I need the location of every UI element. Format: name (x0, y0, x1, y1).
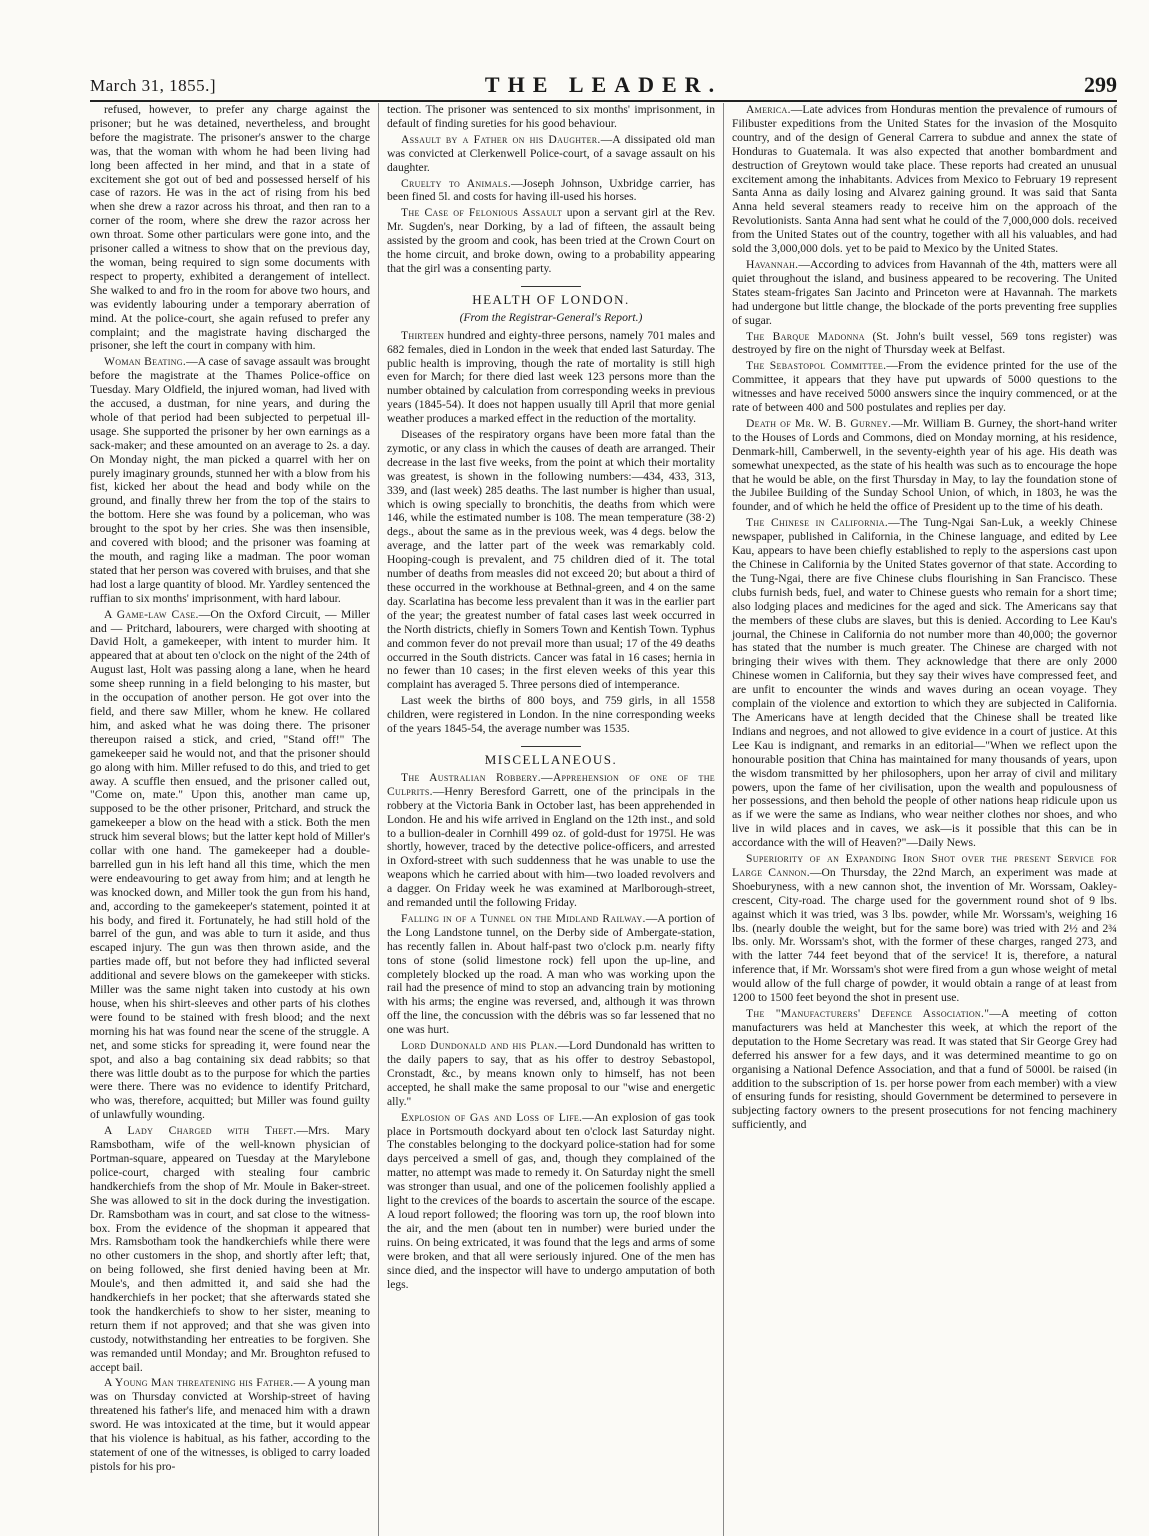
article-paragraph: A Game-law Case.—On the Oxford Circuit, — Miller and — Pritchard, labourers, were charged with shooting at David Holt, a gamekeeper, with intent to murder him. It appeared that at about ten o'clock on the night of the 24th of August last, Holt was passing along a lane, when he heard some sheep running in a field belonging to his master, but in the occupation of another person. He got over into the field, and there saw Miller, whom he knew. He collared him, and asked what he was doing there. The prisoner thereupon raised a stick, and cried, "Stand off!" The gamekeeper said he would not, and that the prisoner should go along with him. Miller refused to do this, and tried to get away. A scuffle then ensued, and the prisoner called out, "Come on, mate." Upon this, another man came up, supposed to be the other prisoner, Pritchard, and struck the gamekeeper a blow on the head with a stick. Both the men struck him several blows; but the latter kept hold of Miller's collar with one hand. The gamekeeper had a double-barrelled gun in his left hand all this time, which the men were endeavouring to get away from him; and at length he was knocked down, and Miller took the gun from his hand, and, according to the gamekeeper's statement, pointed it at his body, and fired it. Fortunately, he had still hold of the barrel of the gun, and was able to turn it aside, and thus escaped injury. The gun was then thrown aside, and the parties made off, but not before they had inflicted several additional and severe blows on the gamekeeper with sticks. Miller was the same night taken into custody at his own house, when his shirt-sleeves and other parts of his clothes were found to be stained with fresh blood; and the next morning his hat was found near the scene of the struggle. A net, and some sticks for spreading it, were found near the spot, and also a bag containing six dead rabbits; so that there was little doubt as to the purpose for which the parties were there. There was no evidence to identify Pritchard, who was, therefore, acquitted; but Miller was found guilty of unlawfully wounding. (90, 607, 370, 1122)
article-paragraph: Death of Mr. W. B. Gurney.—Mr. William B. Gurney, the short-hand writer to the Houses of Lords and Commons, died on Monday morning, at his residence, Denmark-hill, Camberwell, in the seventy-eighth year of his age. His death was somewhat unexpected, as the state of his health was such as to encourage the hope that he would be able, on the first Thursday in May, to lay the foundation stone of the Jubilee Building of the Sunday School Union, of which, in 1803, he was the founder, and of which he held the office of President up to the time of his death. (732, 416, 1117, 514)
article-heading: The "Manufacturers' Defence Association." (746, 1007, 990, 1020)
article-heading: A Young Man threatening his Father. (104, 1376, 294, 1390)
article-heading: Havannah. (746, 257, 799, 271)
article-paragraph: Assault by a Father on his Daughter.—A dissipated old man was convicted at Clerkenwell Police-court, of a savage assault on his daughter. (387, 132, 715, 174)
article-heading: The Sebastopol Committee. (746, 359, 887, 373)
column-2 (378, 103, 723, 1536)
article-paragraph: tection. The prisoner was sentenced to six months' imprisonment, in default of finding sureties for his good behaviour. (387, 103, 715, 130)
article-paragraph: refused, however, to prefer any charge against the prisoner; but he was detained, nevertheless, and brought before the magistrate. The prisoner's answer to the charge was, that the woman with whom he had been living had long been affected in her mind, and that in a state of excitement she got out of bed and possessed herself of his case of razors. He was in the act of rising from his bed when she drew a razor across his throat, and then ran to a corner of the room, where she drew the razor across her own throat. Some other particulars were gone into, and the prisoner called a witness to show that on the previous day, the woman, being required to sign some documents with respect to property, exhibited a derangement of intellect. She walked to and fro in the room for above two hours, and was evidently labouring under a temporary aberration of mind. At the police-court, she again refused to prefer any complaint; and the magistrate having discharged the prisoner, she left the court in company with him. (90, 103, 370, 353)
article-paragraph: Havannah.—According to advices from Havannah of the 4th, matters were all quiet throughout the island, and business appeared to be recovering. The United States steam-frigates San Jacinto and Princeton were at Havannah. The markets had undergone but little change, the blockade of the ports preventing free supplies of sugar. (732, 257, 1117, 327)
article-paragraph: The Case of Felonious Assault upon a servant girl at the Rev. Mr. Sugden's, near Dorking, by a lad of fifteen, the assault being assisted by the groom and cook, has been tried at the Crown Court on the home circuit, and broke down, owing to a probability appearing that the girl was a consenting party. (387, 206, 715, 275)
article-heading: The Chinese in California. (746, 516, 889, 530)
article-heading: Superiority of an Expanding Iron Shot over the present Service for Large Cannon. (732, 852, 1117, 879)
page-number: 299 (1084, 72, 1117, 97)
article-heading: Woman Beating. (104, 355, 187, 369)
article-heading: Explosion of Gas and Loss of Life. (401, 1110, 583, 1124)
article-paragraph: Woman Beating.—A case of savage assault was brought before the magistrate at the Thames Police-office on Tuesday. Mary Oldfield, the injured woman, had lived with the accused, a dustman, for nine years, and during the whole of that period had been subjected to perpetual ill-usage. She supported the prisoner by her own earnings as a sack-maker; and these amounted on an average to 2s. a day. On Monday night, the man picked a quarrel with her on purely imaginary grounds, stunned her with a blow from his fist, kicked her about the head and body while on the ground, and finally threw her from the top of the stairs to the bottom. Here she was found by a policeman, who was brought to the spot by her cries. She was then insensible, and covered with blood; and the prisoner was foaming at the mouth, and raging like a madman. The poor woman stated that her person was covered with bruises, and that she had lost a large quantity of blood. Mr. Yardley sentenced the ruffian to six months' imprisonment, with hard labour. (90, 355, 370, 605)
article-paragraph: A Lady Charged with Theft.—Mrs. Mary Ramsbotham, wife of the well-known physician of Portman-square, appeared on Tuesday at the Marylebone police-court, charged with stealing four cambric handkerchiefs from the shop of Mr. Moule in Baker-street. She was allowed to sit in the dock during the investigation. Dr. Ramsbotham was in court, and sat close to the witness-box. From the evidence of the shopman it appeared that Mrs. Ramsbotham took the handkerchiefs while there were no other customers in the shop, and shortly after left; that, on being followed, she first denied having been at Mr. Moule's, and then admitted it, and said she had the handkerchiefs in her pocket; that she afterwards stated she took the handkerchiefs to show to her sister, meaning to return them if not approved; and that she was given into custody, notwithstanding her entreaties to be forgiven. She was remanded until Monday; and Mr. Broughton refused to accept bail. (90, 1124, 370, 1374)
article-paragraph: The Sebastopol Committee.—From the evidence printed for the use of the Committee, it appears that they have put upwards of 5000 questions to the witnesses and have received 5000 answers since the inquiry commenced, or at the rate of between 400 and 500 postulates and replies per day. (732, 359, 1117, 415)
article-heading: Assault by a Father on his Daughter. (401, 132, 601, 146)
article-paragraph: A Young Man threatening his Father.— A young man was on Thursday convicted at Worship-street of having threatened his father's life, and menaced him with a drawn sword. He was intoxicated at the time, but it would appear that his violence is habitual, as his father, according to the statement of one of the witnesses, is obliged to carry loaded pistols for his pro- (90, 1376, 371, 1473)
newspaper-title: THE LEADER. (484, 72, 723, 97)
masthead (90, 70, 1117, 102)
column-3 (723, 103, 1117, 1536)
section-subheading: (From the Registrar-General's Report.) (459, 310, 643, 324)
divider (521, 286, 581, 287)
section-heading-miscellaneous: MISCELLANEOUS. (387, 746, 715, 767)
article-paragraph: Diseases of the respiratory organs have been more fatal than the zymotic, or any class in which the causes of death are arranged. Their decrease in the last five weeks, from the point at which their mortality was greatest, is shown in the following numbers:—434, 433, 313, 339, and (last week) 285 deaths. The last number is higher than usual, which is owing specially to bronchitis, the deaths from which were 146, while the estimated number is 108. The mean temperature (38·2) degs., about the same as in the previous week, was 4 degs. below the average, and the latter part of the week was remarkably cold. Hooping-cough is prevalent, and 75 children died of it. The total number of deaths from measles did not exceed 20; but about a third of these occurred in the workhouse at Bethnal-green, and 4 on the same day. Scarlatina has become less prevalent than it was in the earlier part of the year; the greatest number of fatal cases last week occurred in the North districts, chiefly in Somers Town and Kentish Town. Typhus and common fever do not prevail more than usual; 17 of the 49 deaths occurred in the South districts. Cancer was fatal in 16 cases; hernia in no fewer than 10 cases; in the first eleven weeks of this year this complaint has averaged 5. Three persons died of intemperance. (387, 428, 715, 692)
article-paragraph: Cruelty to Animals.—Joseph Johnson, Uxbridge carrier, has been fined 5l. and costs for having ill-used his horses. (387, 176, 715, 204)
article-heading: A Game-law Case. (104, 607, 199, 621)
article-paragraph: The "Manufacturers' Defence Association."—A meeting of cotton manufacturers was held at Manchester this week, at which the report of the deputation to the Home Secretary was read. It was stated that Sir George Grey had deferred his answer for a few days, and it was determined meantime to go on organising a National Defence Association, and that a fund of 5000l. be raised (in addition to the subscription of 1s. per horse power from each member) with a view of ensuring funds for resisting, should Government be determined to persevere in subjecting factory owners to the present prosecutions for not fencing machinery sufficiently, and (732, 1007, 1117, 1132)
article-heading: Death of Mr. W. B. Gurney. (746, 416, 892, 430)
article-paragraph: Last week the births of 800 boys, and 759 girls, in all 1558 children, were registered in London. In the nine corresponding weeks of the years 1845-54, the average number was 1535. (387, 694, 715, 736)
text-columns (90, 103, 1117, 1536)
article-paragraph: The Australian Robbery.—Apprehension of one of the Culprits.—Henry Beresford Garrett, one of the principals in the robbery at the Victoria Bank in October last, has been apprehended in London. He and his wife arrived in England on the 12th inst., and sold to a bullion-dealer in Cornhill 499 oz. of gold-dust for 1975l. He was shortly, however, traced by the detective police-officers, and arrested in Oxford-street with such suddenness that he was unable to use the weapons which he carried about with him—two loaded revolvers and a dagger. On Friday week he was examined at Marlborough-street, and remanded until the following Friday. (387, 770, 715, 910)
article-heading: Cruelty to Animals. (401, 176, 512, 190)
article-paragraph: America.—Late advices from Honduras mention the prevalence of rumours of Filibuster expeditions from the United States for the invasion of the Mosquito country, and of the design of General Carrera to subdue and annex the state of Honduras to Guatemala. It was also expected that another bombardment and destruction of Greytown would take place. These reports had created an unusual excitement among the inhabitants. Advices from Mexico to February 19 represent Santa Anna as daily losing and Alvarez gaining ground. It was said that Santa Anna held several steamers ready to receive him on the approach of the Revolutionists. Santa Anna had sent what he could of the 7,000,000 dols. received from the United States out of the country, together with all his valuables, and had sold the 3,000,000 dols. yet to be paid to Mexico by the United States. (732, 103, 1117, 256)
issue-date: March 31, 1855.] (90, 76, 217, 95)
article-heading: Lord Dundonald and his Plan. (401, 1039, 558, 1053)
article-paragraph: Explosion of Gas and Loss of Life.—An explosion of gas took place in Portsmouth dockyard about ten o'clock last Saturday night. The constables belonging to the dockyard police-station had for some days perceived a smell of gas, and, though they complained of the matter, no attempt was made to remedy it. On Saturday night the smell was stronger than usual, and one of the policemen foolishly applied a light to the crevices of the boards to ascertain the source of the escape. A loud report followed; the flooring was torn up, the roof blown into the air, and the men (about ten in number) were buried under the ruins. On being extricated, it was found that the legs and arms of some were broken, and that all were seriously injured. One of the men has since died, and the inspector will have to undergo amputation of both legs. (387, 1110, 715, 1291)
article-paragraph: Thirteen hundred and eighty-three persons, namely 701 males and 682 females, died in London in the week that ended last Saturday. The public health is improving, though the rate of mortality is still high even for March; for there died last week 123 persons more than the number obtained by calculation from corresponding weeks in previous years (1845-54). It does not happen usually till April that more genial weather produces a marked effect in the reduction of the mortality. (387, 328, 715, 426)
article-paragraph: The Chinese in California.—The Tung-Ngai San-Luk, a weekly Chinese newspaper, published in California, in the Chinese language, and edited by Lee Kau, appears to have been chiefly established to reply to the aspersions cast upon the Chinese in California by the United States governor of that state. According to the Tung-Ngai, there are five Chinese clubs flourishing in San Francisco. These clubs furnish beds, fuel, and water to Chinese guests who remain for a short time; also lodging places and medicines for the aged and sick. The Americans say that the members of these clubs are slaves, but this is denied. According to Lee Kau's journal, the Chinese in California do not number more than 40,000; the governor has stated that the number is much greater. The Chinese are charged with not bringing their wives with them. They acknowledge that there are only 2000 Chinese women in California, but they say their wives have compressed feet, and are unfit to encounter the winds and waves during an ocean voyage. They complain of the violence and extortion to which they are subjected in California. The Americans have at length decided that the Chinese shall be treated like Indians and negroes, and not allowed to give evidence in a court of justice. At this Lee Kau is indignant, and remarks in an editorial—"When we reflect upon the honourable position that China has maintained for many thousands of years, upon the wisdom transmitted by her philosophers, upon her array of civil and military powers, upon the fame of her civilisation, upon the wealth and populousness of her possessions, and then behold the people of other nations heap ridicule upon us as if we were the same as Indians, who wear neither clothes nor shoes, and who live in wild places and in caves, we ask—is it possible that this can be in accordance with the will of Heaven?"—Daily News. (732, 516, 1117, 850)
article-heading: The Barque Madonna (746, 329, 865, 343)
divider (521, 746, 581, 747)
article-paragraph: Superiority of an Expanding Iron Shot over the present Service for Large Cannon.—On Thursday, the 22nd March, an experiment was made at Shoeburyness, with a new cannon shot, the invention of Mr. Worssam, Oakley-crescent, City-road. The charge used for the government round shot of 9 lbs. against which it was tried, was 3 lbs. powder, while Mr. Worssam's, weighing 16 lbs. (nearly double the weight, but for the same bore) was tried with 2½ and 2¾ lbs. only. Mr. Worssam's shot, with the former of these charges, ranged 273, and with the latter 744 feet beyond that of the service! It is, therefore, a natural inference that, if Mr. Worssam's shot were fired from a gun whose weight of metal would allow of the full charge of powder, it would obtain a range of at least from 1200 to 1500 feet beyond the shot in present use. (732, 852, 1117, 1005)
article-paragraph: Lord Dundonald and his Plan.—Lord Dundonald has written to the daily papers to say, that as his offer to destroy Sebastopol, Cronstadt, &c., by means known only to himself, has not been accepted, he shall make the same proposal to our "wise and energetic ally." (387, 1039, 715, 1108)
section-heading-health: HEALTH OF LONDON. (387, 286, 715, 307)
article-heading: The Australian Robbery.—Apprehension of one of the Culprits. (387, 770, 715, 798)
article-heading: A Lady Charged with Theft. (104, 1124, 297, 1138)
article-heading: Falling in of a Tunnel on the Midland Railway. (401, 911, 646, 925)
column-1 (90, 103, 378, 1536)
article-heading: The Case of Felonious Assault (401, 206, 563, 220)
article-paragraph: Falling in of a Tunnel on the Midland Railway.—A portion of the Long Landstone tunnel, on the Derby side of Ambergate-station, has recently fallen in. About half-past two o'clock p.m. nearly fifty tons of stone (solid limestone rock) fell upon the up-line, and completely blocked up the road. A man who was working upon the rail had the presence of mind to stop an advancing train by motioning with his arms; the engine was reversed, and, although it was thrown off the line, the concussion with the débris was so far lessened that no one was hurt. (387, 911, 715, 1037)
article-paragraph: The Barque Madonna (St. John's built vessel, 569 tons register) was destroyed by fire on the night of Thursday week at Belfast. (732, 329, 1117, 357)
article-heading: America. (746, 103, 791, 116)
